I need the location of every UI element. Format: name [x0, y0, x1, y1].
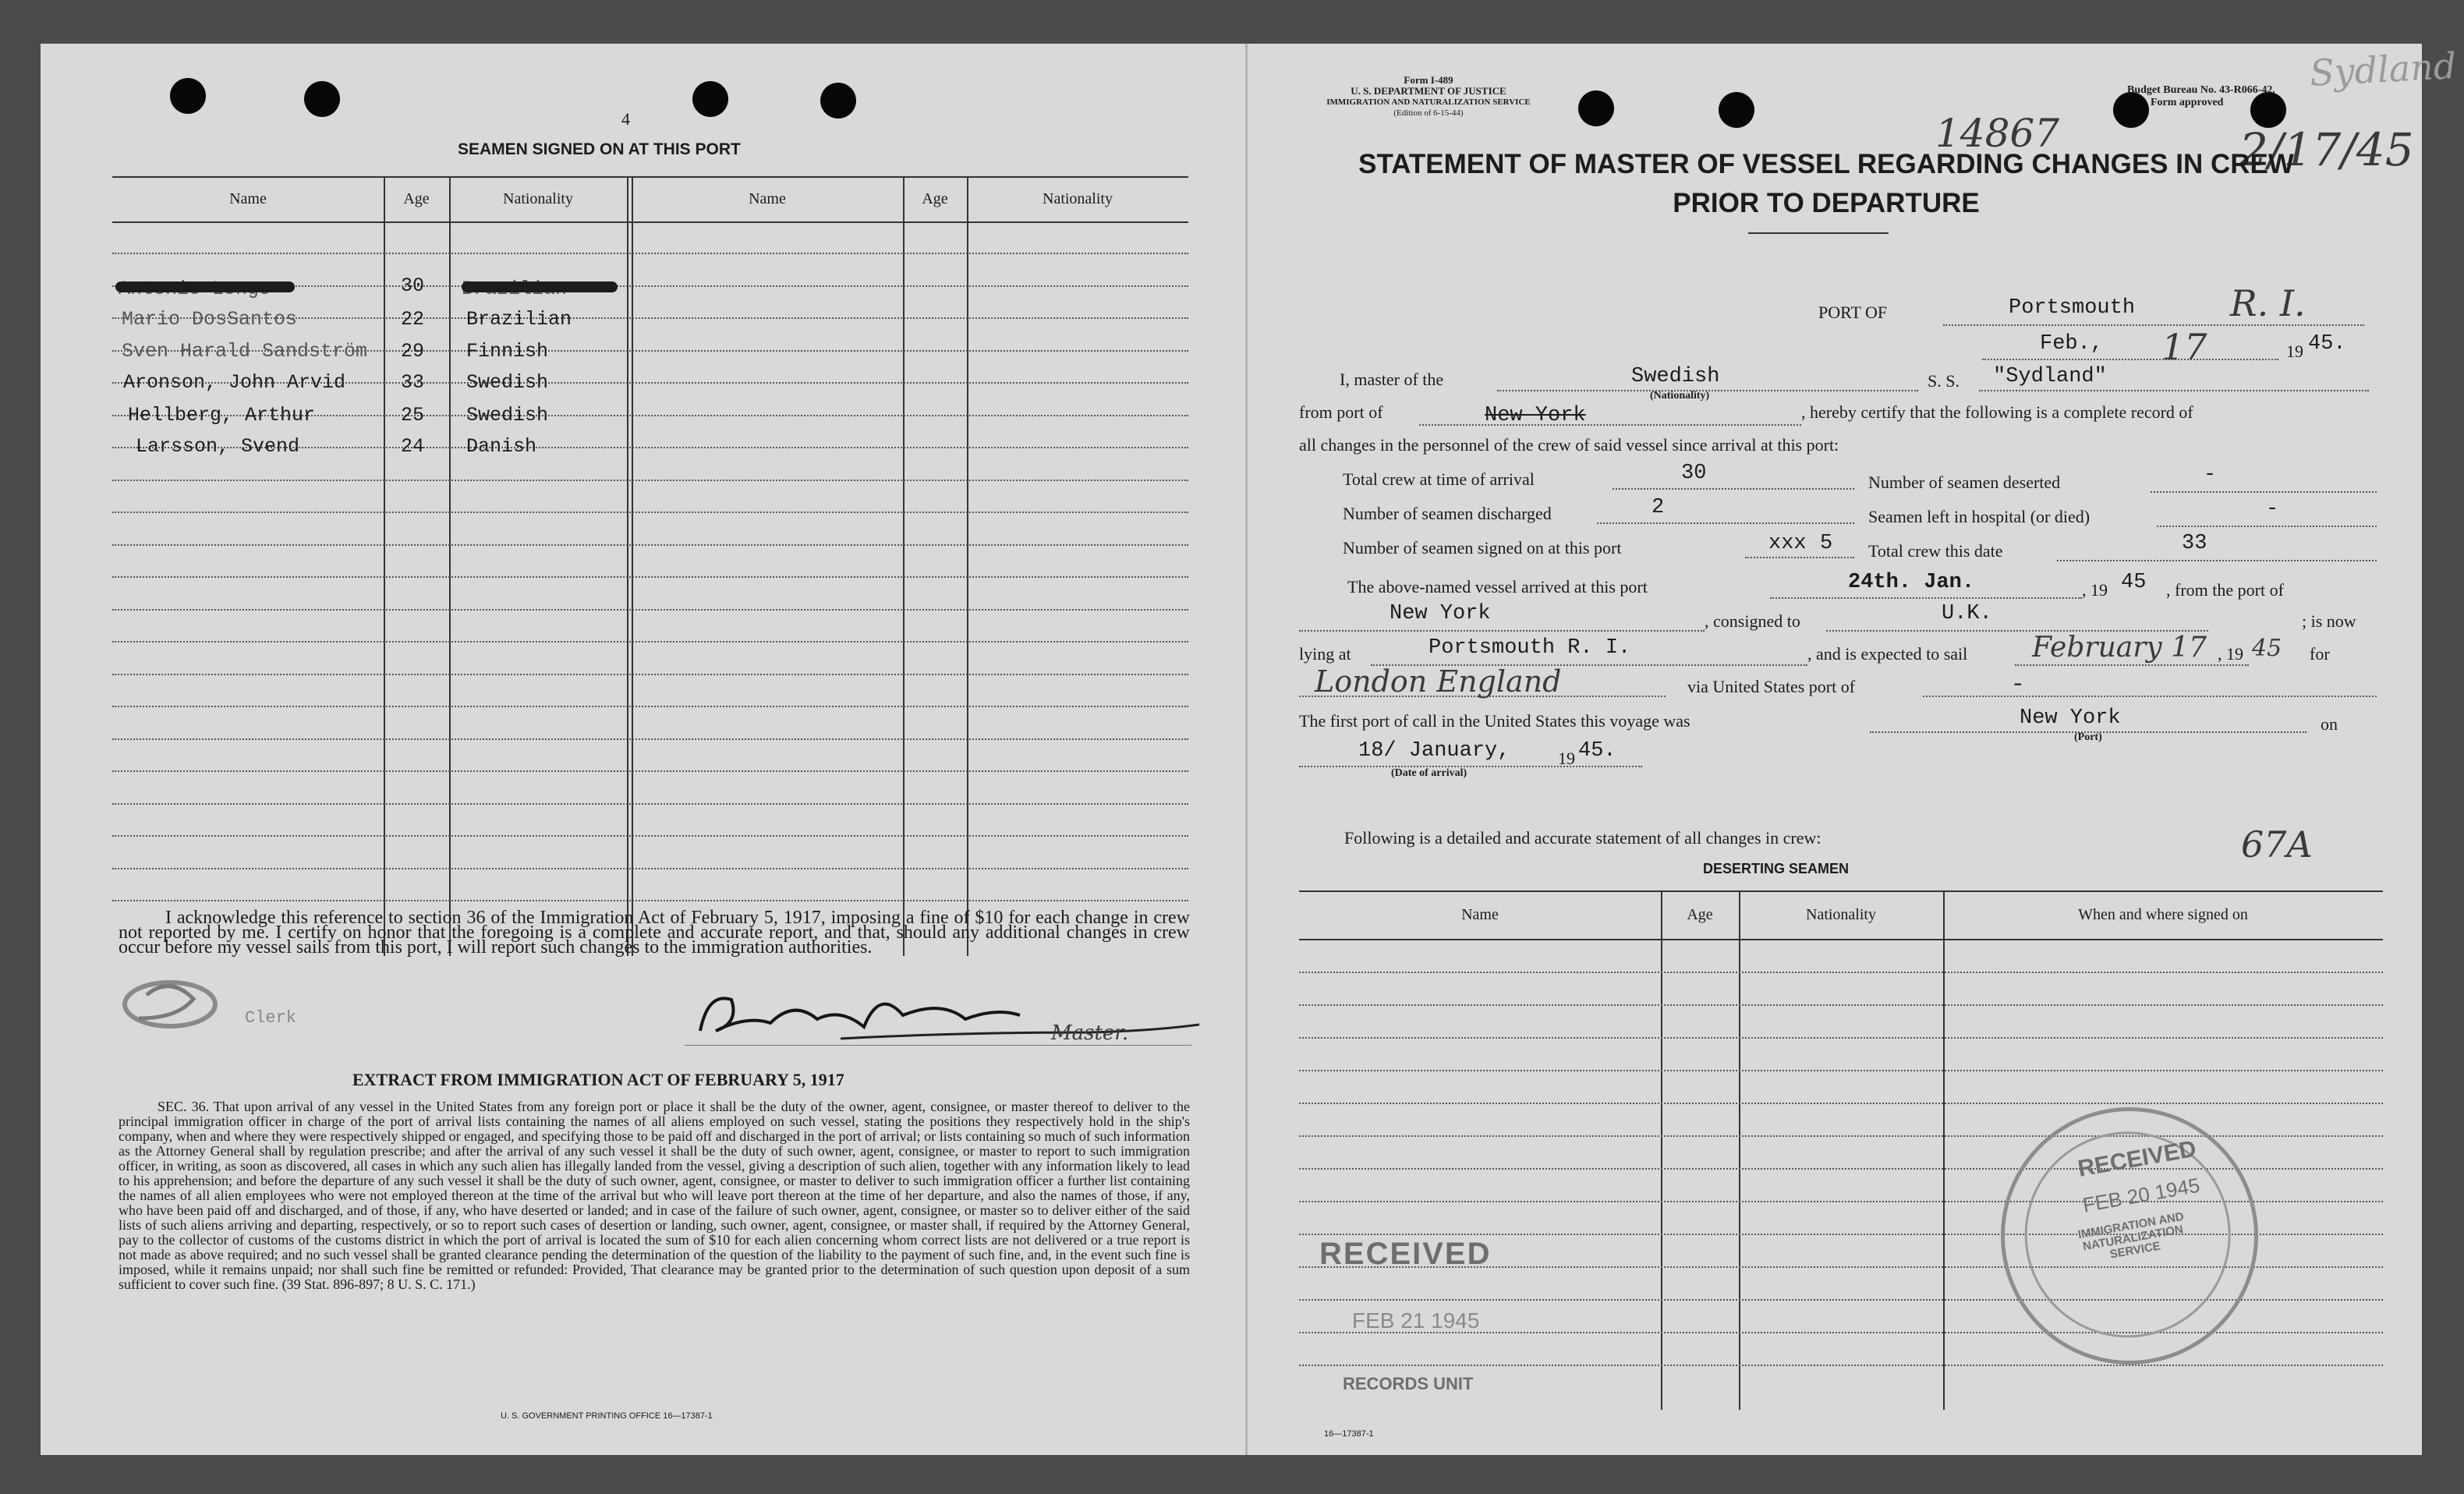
row-rule [112, 706, 1188, 707]
form-title-line-2: PRIOR TO DEPARTURE [1673, 188, 1980, 218]
master-label: Master. [1051, 1021, 1129, 1045]
row-rule [1299, 1135, 2383, 1137]
first-arrival-date: 18/ January, [1358, 739, 1510, 763]
row-rule [112, 544, 1188, 546]
arrived-date: 24th. Jan. [1848, 571, 1975, 594]
round-stamp-service: IMMIGRATION AND NATURALIZATION SERVICE [2076, 1209, 2185, 1262]
row-rule [112, 253, 1188, 254]
row-rule [1299, 1004, 2383, 1006]
form-title-line-1: STATEMENT OF MASTER OF VESSEL REGARDING CHANGES IN CREW [1358, 149, 2294, 179]
master-signature-line [685, 1045, 1191, 1046]
column-header-nationality-2: Nationality [1043, 190, 1113, 207]
deserted-line [2151, 491, 2377, 493]
title-underline [1748, 232, 1889, 234]
from-port-line [1419, 424, 1801, 426]
date-of-arrival-label: (Date of arrival) [1391, 767, 1467, 779]
expected-date: February 17 [2032, 632, 2207, 664]
discharged-label: Number of seamen discharged [1343, 504, 1552, 523]
date-year: 45. [2308, 332, 2346, 356]
from-port-value: New York [1485, 404, 1586, 427]
row-rule [1299, 972, 2383, 973]
expected-year-prefix: , 19 [2218, 644, 2243, 664]
deserting-heading: DESERTING SEAMEN [1703, 861, 1850, 876]
hospital-label: Seamen left in hospital (or died) [1868, 507, 2091, 526]
signed-on-struck: xxx [1768, 532, 1807, 555]
seaman-nationality: Swedish [466, 404, 549, 427]
table-top-rule [112, 176, 1188, 178]
seaman-nationality: Swedish [466, 371, 549, 394]
strike-through-mark [115, 281, 295, 292]
row-rule [112, 803, 1188, 805]
lying-at-value: Portsmouth R. I. [1428, 636, 1631, 660]
seaman-name: Hellberg, Arthur [128, 404, 316, 427]
left-page-heading: SEAMEN SIGNED ON AT THIS PORT [458, 140, 741, 158]
destination: London England [1315, 664, 1562, 699]
changes-text: all changes in the personnel of the crew of said vessel since arrival at this port: [1299, 435, 1839, 455]
handwritten-ship-note: Sydland [2308, 44, 2458, 94]
deserted-label: Number of seamen deserted [1868, 473, 2061, 492]
form-edition: (Edition of 6-15-44) [1393, 108, 1464, 118]
deserting-header-nationality: Nationality [1806, 906, 1876, 923]
acknowledgement-text: I acknowledge this reference to section 36 of the Immigration Act of February 5, 1917, imposing a fine of $10 for each change in crew not reported by me. I certify on honor that the foregoing is a complete and accurate report, and that, should any additional changes in crew occur before my vessel sails from this port, I will report such changes to the immigration authorities. [119, 908, 1190, 958]
seaman-name: Sven Harald Sandström [122, 340, 368, 363]
vessel-nationality: Swedish [1631, 365, 1720, 388]
signed-on-label: Number of seamen signed on at this port [1343, 538, 1622, 558]
punch-hole [170, 78, 206, 114]
from-the-port-label: , from the port of [2166, 580, 2284, 600]
arrived-from-line [1299, 630, 1705, 632]
hospital-value: - [2266, 497, 2279, 521]
seaman-age: 25 [401, 404, 425, 427]
total-crew-date-label: Total crew this date [1868, 541, 2003, 561]
date-line [1982, 359, 2278, 360]
page-fold [1245, 44, 1248, 1455]
row-rule [112, 480, 1188, 481]
expected-year: 45 [2252, 635, 2282, 662]
deserting-table-header-rule [1299, 939, 2383, 940]
round-stamp-received: RECEIVED [2076, 1135, 2199, 1182]
first-arrival-line [1299, 766, 1642, 767]
budget-bureau: Budget Bureau No. 43-R066-42. [2127, 84, 2275, 96]
date-day: 17 [2161, 326, 2207, 368]
seaman-name: Larsson, Svend [136, 435, 300, 458]
seaman-age: 30 [401, 274, 425, 297]
document-sheet [41, 44, 2458, 1455]
arrived-from: New York [1390, 602, 1491, 625]
port-of-value: Portsmouth [2009, 296, 2136, 320]
printing-office-line: U. S. GOVERNMENT PRINTING OFFICE 16—17387-1 [501, 1411, 713, 1421]
ss-label: S. S. [1928, 371, 1960, 391]
row-rule [1299, 1037, 2383, 1039]
row-rule [112, 576, 1188, 578]
total-crew-arrival-label: Total crew at time of arrival [1343, 469, 1535, 489]
punch-hole [1719, 92, 1754, 128]
seaman-nationality: Finnish [466, 340, 549, 363]
following-text: Following is a detailed and accurate statement of all changes in crew: [1344, 828, 1821, 848]
port-sub-label: (Port) [2074, 731, 2102, 743]
form-number: Form I-489 [1404, 74, 1453, 86]
nationality-sub-label: (Nationality) [1650, 390, 1710, 402]
form-header [1312, 75, 1545, 119]
on-label: on [2321, 714, 2338, 734]
punch-hole [820, 83, 856, 119]
via-value: - [2013, 667, 2023, 699]
expected-date-line [2015, 664, 2249, 666]
column-header-age: Age [403, 190, 430, 207]
row-rule [112, 868, 1188, 869]
consigned-to-value: U.K. [1942, 602, 1992, 625]
arrived-date-line [1770, 597, 2082, 599]
column-header-name-2: Name [749, 190, 786, 207]
extract-text: SEC. 36. That upon arrival of any vessel in the United States from any foreign port or place it shall be the duty of the owner, agent, consignee, or master thereof to deliver to the principal immigration officer in charge of the port of arrival lists containing the names of all aliens employed on such vessel, stating the positions they respectively hold in the ship's company, when and where they were respectively shipped or engaged, and specifying those to be paid off and discharged in the port of arrival; or lists containing so much of such information as the Attorney General shall by regulation prescribe; and after the arrival of any such vessel it shall be the duty of such owner, agent, consignee, or master to report to such immigration officer, in writing, as soon as discovered, all cases in which any such alien has illegally landed from the vessel, giving a description of such alien, together with any information likely to lead to his apprehension; and before the departure of any such vessel it shall be the duty of such owner, agent, consignee, or master to deliver to such immigration officer a further list containing the names of all alien employees who were not employed thereon at the time of the arrival but who will leave port thereon at the time of her departure, and also the names of those, if any, who have been paid off and discharged, and of those, if any, who have deserted or landed; and in case of the failure of such owner, agent, consignee, or master so to deliver either of the said lists of such aliens arriving and departing, respectively, or so to report such cases of desertion or landing, such owner, agent, consignee, or master shall, if required by the Attorney General, pay to the collector of customs of the customs district in which the port of arrival is located the sum of $10 for each alien concerning whom correct lists are not delivered or a true report is not made as above required; and no such vessel shall be granted clearance pending the determination of the question of the liability to the payment of such fine, and, in the event such fine is imposed, while it remains unpaid; nor shall such fine be remitted or refunded: Provided, That clearance may be granted prior to the determination of such question upon deposit of a sum sufficient to cover such fine. (39 Stat. 896-897; 8 U. S. C. 171.) [119, 1099, 1190, 1292]
column-header-age-2: Age [922, 190, 948, 207]
seaman-nationality: Brazilian [466, 308, 572, 331]
punch-hole [304, 81, 340, 117]
deserting-header-age: Age [1687, 906, 1713, 923]
is-now-label: ; is now [2302, 611, 2356, 631]
handwritten-code: 67A [2241, 823, 2313, 866]
port-of-line [1943, 324, 2364, 326]
seaman-nationality: Danish [466, 435, 537, 458]
handwritten-number: 14867 [1935, 111, 2060, 156]
hospital-line [2157, 526, 2377, 527]
footer-code: 16—17387-1 [1324, 1429, 1374, 1439]
table-header-rule [112, 221, 1188, 223]
records-unit-stamp: RECORDS UNIT [1343, 1374, 1474, 1393]
round-received-stamp [1981, 1087, 2278, 1385]
deserting-header-signed-on: When and where signed on [2078, 906, 2248, 923]
column-rule [449, 176, 451, 956]
port-of-label: PORT OF [1818, 303, 1888, 322]
received-stamp-date: FEB 21 1945 [1352, 1308, 1480, 1333]
page-number: 4 [621, 109, 630, 129]
date-year-prefix: 19 [2286, 342, 2303, 361]
total-crew-date-value: 33 [2182, 532, 2207, 555]
row-rule [1299, 1103, 2383, 1104]
punch-hole [1578, 90, 1614, 126]
row-rule [112, 512, 1188, 513]
seaman-age: 33 [401, 371, 425, 394]
row-rule [112, 674, 1188, 675]
handwritten-date: 2/17/45 [2239, 123, 2414, 176]
deserting-table-top [1299, 890, 2383, 892]
first-port-label: The first port of call in the United States this voyage was [1299, 711, 1690, 731]
ship-name-line [1979, 390, 2369, 391]
row-rule [112, 641, 1188, 643]
expected-label: , and is expected to sail [1807, 644, 1968, 664]
round-stamp-date: FEB 20 1945 [2080, 1173, 2202, 1217]
received-stamp: RECEIVED [1319, 1237, 1492, 1271]
department-name: U. S. DEPARTMENT OF JUSTICE [1351, 85, 1506, 97]
consigned-to-label: , consigned to [1705, 611, 1800, 631]
column-rule [632, 176, 633, 956]
deserted-value: - [2204, 463, 2217, 487]
arrived-text: The above-named vessel arrived at this port [1347, 577, 1648, 597]
for-label: for [2310, 644, 2330, 664]
extract-title: EXTRACT FROM IMMIGRATION ACT OF FEBRUARY 5, 1917 [352, 1070, 844, 1089]
column-rule [627, 176, 628, 956]
port-of-state: R. I. [2230, 282, 2306, 324]
arrived-year-prefix: , 19 [2082, 580, 2108, 600]
master-of-the-label: I, master of the [1340, 370, 1444, 389]
seaman-name: Mario DosSantos [122, 308, 298, 331]
lying-at-label: lying at [1299, 644, 1351, 664]
date-month: Feb., [2040, 332, 2104, 356]
master-signature [685, 984, 1223, 1054]
budget-info [2127, 84, 2275, 109]
certify-text: , hereby certify that the following is a complete record of [1801, 402, 2193, 422]
discharged-line [1597, 522, 1854, 524]
row-rule [112, 835, 1188, 837]
column-header-nationality: Nationality [503, 190, 573, 207]
row-rule [1299, 1365, 2383, 1366]
row-rule [112, 770, 1188, 772]
clerk-label: Clerk [245, 1008, 297, 1028]
first-arrival-year-prefix: 19 [1558, 749, 1575, 768]
column-rule [967, 176, 968, 956]
via-line [1923, 696, 2377, 697]
arrived-year: 45 [2121, 571, 2147, 594]
service-name: IMMIGRATION AND NATURALIZATION SERVICE [1326, 97, 1531, 107]
total-crew-arrival-line [1613, 488, 1854, 490]
column-header-name: Name [229, 190, 267, 207]
total-crew-arrival-value: 30 [1681, 462, 1707, 485]
ship-name: "Sydland" [1993, 365, 2107, 388]
row-rule [112, 738, 1188, 740]
row-rule [112, 609, 1188, 611]
clerk-initials-mark [115, 972, 271, 1042]
row-rule [1299, 1070, 2383, 1071]
signed-on-value: 5 [1820, 532, 1833, 555]
column-rule [384, 176, 385, 956]
seaman-name: Aronson, John Arvid [123, 371, 346, 394]
strike-through-mark [462, 281, 618, 292]
seaman-age: 22 [401, 308, 425, 331]
column-rule [903, 176, 905, 956]
signed-on-line [1745, 557, 1854, 558]
discharged-value: 2 [1652, 496, 1665, 519]
seaman-age: 24 [401, 435, 425, 458]
form-title [1319, 145, 2333, 223]
from-port-label: from port of [1299, 402, 1383, 422]
first-port-value: New York [2020, 706, 2121, 730]
deserting-header-name: Name [1461, 906, 1499, 923]
row-rule [112, 900, 1188, 901]
first-arrival-year: 45. [1578, 739, 1616, 763]
total-crew-date-line [2057, 560, 2377, 561]
seaman-age: 29 [401, 340, 425, 363]
form-approved: Form approved [2151, 97, 2224, 108]
via-label: via United States port of [1687, 677, 1856, 696]
punch-hole [692, 81, 728, 117]
